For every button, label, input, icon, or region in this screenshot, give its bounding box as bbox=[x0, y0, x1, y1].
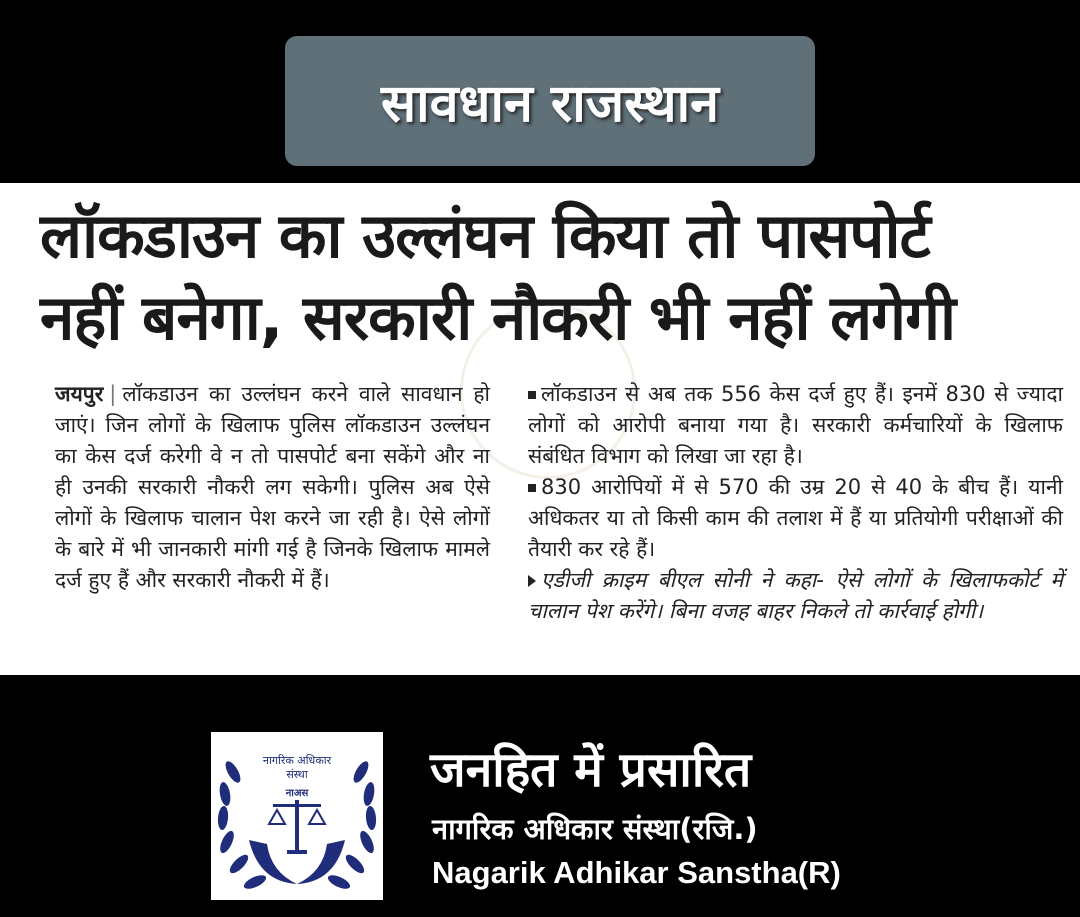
bullet-item bbox=[528, 472, 1063, 565]
bullet-text: 830 आरोपियों में से 570 की उम्र 20 से 40 के बीच हैं। यानी अधिकतर या तो किसी काम की तलाश में हैं या प्रतियोगी परीक्षाओं की तैयारी कर रहे हैं। bbox=[528, 475, 1063, 561]
bullet-text: लॉकडाउन से अब तक 556 केस दर्ज हुए हैं। इनमें 830 से ज्यादा लोगों को आरोपी बनाया गया है। सरकारी कर्मचारियों के खिलाफ संबंधित विभाग को लिखा जा रहा है। bbox=[528, 382, 1063, 468]
left-body-text: लॉकडाउन का उल्लंघन करने वाले सावधान हो जाएं। जिन लोगों के खिलाफ पुलिस लॉकडाउन उल्लंघन का केस दर्ज करेगी वे न तो पासपोर्ट बना सकेंगे और ना ही उनकी सरकारी नौकरी लग सकेगी। पुलिस अब ऐसे लोगों के खिलाफ चालान पेश करने जा रही है। ऐसे लोगों के बारे में भी जानकारी मांगी गई है जिनके खिलाफ मामले दर्ज हुए हैं और सरकारी नौकरी में हैं। bbox=[55, 382, 490, 592]
org-name-english: Nagarik Adhikar Sanstha(R) bbox=[432, 855, 841, 890]
banner-title: सावधान राजस्थान bbox=[285, 36, 815, 166]
logo-inner-text: नाअस bbox=[285, 788, 309, 799]
quote-item bbox=[528, 565, 1063, 627]
right-column bbox=[528, 379, 1063, 627]
headline-line-2: नहीं बनेगा, सरकारी नौकरी भी नहीं लगेगी bbox=[40, 281, 956, 354]
laurel-scales-hands-icon bbox=[211, 732, 383, 900]
footer-title: जनहित में प्रसारित bbox=[430, 742, 752, 798]
org-name-hindi: नागरिक अधिकार संस्था(रजि.) bbox=[432, 812, 758, 846]
dateline-separator: | bbox=[109, 382, 117, 406]
quote-text: एडीजी क्राइम बीएल सोनी ने कहा- ऐसे लोगों के खिलाफकोर्ट में चालान पेश करेंगे। बिना वजह बाहर निकले तो कार्रवाई होगी। bbox=[528, 568, 1063, 623]
dateline: जयपुर bbox=[55, 382, 104, 406]
logo-text-bottom: संस्था bbox=[286, 768, 308, 781]
bullet-item bbox=[528, 379, 1063, 472]
headline-line-1: लॉकडाउन का उल्लंघन किया तो पासपोर्ट bbox=[40, 199, 930, 272]
organization-logo bbox=[211, 732, 383, 900]
arrow-bullet-icon bbox=[528, 575, 536, 587]
newspaper-clipping bbox=[0, 183, 1080, 675]
square-bullet-icon bbox=[528, 391, 536, 399]
logo-text-top: नागरिक अधिकार bbox=[262, 754, 332, 767]
square-bullet-icon bbox=[528, 484, 536, 492]
headline bbox=[40, 195, 1060, 359]
left-column bbox=[55, 379, 490, 596]
